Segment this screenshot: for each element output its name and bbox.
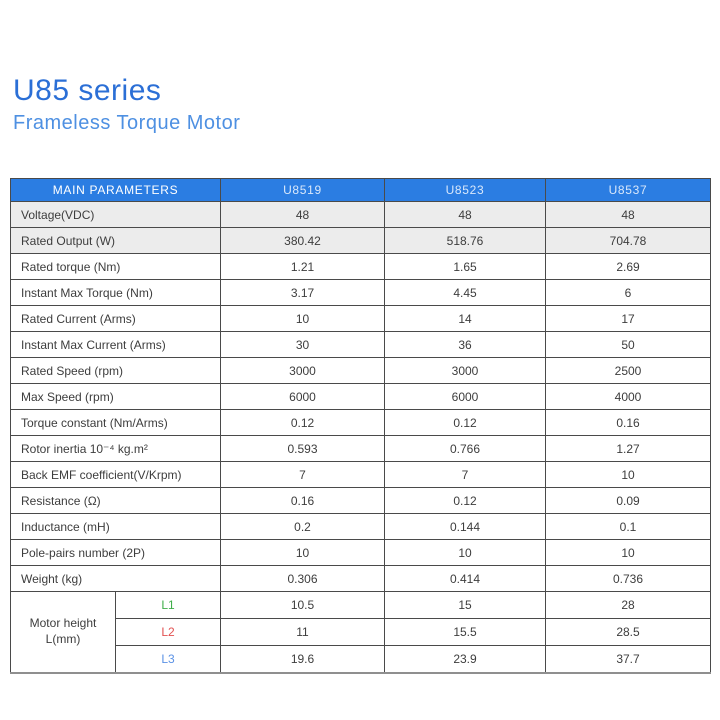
value-cell: 3000 [385, 358, 546, 384]
value-cell: 6 [546, 280, 711, 306]
row-label: Max Speed (rpm) [11, 384, 221, 410]
table-row [11, 332, 711, 358]
value-cell: 1.65 [385, 254, 546, 280]
motor-height-row [11, 592, 711, 619]
table-row [11, 228, 711, 254]
model-header: U8519 [221, 179, 385, 202]
table-row [11, 358, 711, 384]
row-label: Instant Max Current (Arms) [11, 332, 221, 358]
model-header: U8537 [546, 179, 711, 202]
value-cell: 10 [546, 540, 711, 566]
value-cell: 14 [385, 306, 546, 332]
table-header-row [11, 179, 711, 202]
value-cell: 2.69 [546, 254, 711, 280]
row-label: Torque constant (Nm/Arms) [11, 410, 221, 436]
value-cell: 6000 [385, 384, 546, 410]
length-key-cell: L2 [116, 619, 221, 646]
value-cell: 0.766 [385, 436, 546, 462]
value-cell: 10 [385, 540, 546, 566]
parameters-table [10, 178, 711, 674]
value-cell: 37.7 [546, 646, 711, 674]
motor-height-label-line1: Motor height [29, 616, 97, 631]
row-label: Rated Current (Arms) [11, 306, 221, 332]
motor-height-row [11, 619, 711, 646]
value-cell: 28 [546, 592, 711, 619]
value-cell: 15 [385, 592, 546, 619]
value-cell: 0.16 [221, 488, 385, 514]
value-cell: 0.593 [221, 436, 385, 462]
page-subtitle: Frameless Torque Motor [13, 112, 241, 134]
value-cell: 10 [546, 462, 711, 488]
value-cell: 36 [385, 332, 546, 358]
value-cell: 380.42 [221, 228, 385, 254]
row-label: Inductance (mH) [11, 514, 221, 540]
value-cell: 17 [546, 306, 711, 332]
table-row [11, 384, 711, 410]
main-parameters-header: MAIN PARAMETERS [11, 179, 221, 202]
value-cell: 10 [221, 306, 385, 332]
value-cell: 7 [221, 462, 385, 488]
table-row [11, 462, 711, 488]
value-cell: 6000 [221, 384, 385, 410]
value-cell: 48 [546, 202, 711, 228]
value-cell: 0.1 [546, 514, 711, 540]
row-label: Rated torque (Nm) [11, 254, 221, 280]
value-cell: 50 [546, 332, 711, 358]
motor-height-row [11, 646, 711, 674]
value-cell: 10 [221, 540, 385, 566]
row-label: Weight (kg) [11, 566, 221, 592]
table-row [11, 514, 711, 540]
value-cell: 1.21 [221, 254, 385, 280]
table-row [11, 436, 711, 462]
value-cell: 0.306 [221, 566, 385, 592]
model-header: U8523 [385, 179, 546, 202]
value-cell: 0.144 [385, 514, 546, 540]
row-label: Rated Speed (rpm) [11, 358, 221, 384]
table-row [11, 566, 711, 592]
value-cell: 23.9 [385, 646, 546, 674]
value-cell: 0.736 [546, 566, 711, 592]
motor-height-label-line2: L(mm) [45, 632, 81, 646]
value-cell: 28.5 [546, 619, 711, 646]
value-cell: 4000 [546, 384, 711, 410]
table-row [11, 306, 711, 332]
value-cell: 1.27 [546, 436, 711, 462]
value-cell: 48 [221, 202, 385, 228]
row-label: Voltage(VDC) [11, 202, 221, 228]
motor-height-label [11, 592, 116, 674]
value-cell: 30 [221, 332, 385, 358]
value-cell: 19.6 [221, 646, 385, 674]
value-cell: 0.2 [221, 514, 385, 540]
value-cell: 704.78 [546, 228, 711, 254]
value-cell: 3000 [221, 358, 385, 384]
value-cell: 0.12 [385, 488, 546, 514]
value-cell: 0.414 [385, 566, 546, 592]
value-cell: 15.5 [385, 619, 546, 646]
table-row [11, 280, 711, 306]
value-cell: 3.17 [221, 280, 385, 306]
table-row [11, 540, 711, 566]
length-key-cell: L3 [116, 646, 221, 674]
page-title: U85 series [13, 74, 162, 107]
row-label: Back EMF coefficient(V/Krpm) [11, 462, 221, 488]
row-label: Rated Output (W) [11, 228, 221, 254]
value-cell: 10.5 [221, 592, 385, 619]
value-cell: 0.09 [546, 488, 711, 514]
value-cell: 518.76 [385, 228, 546, 254]
value-cell: 48 [385, 202, 546, 228]
row-label: Instant Max Torque (Nm) [11, 280, 221, 306]
value-cell: 0.12 [221, 410, 385, 436]
table-row [11, 254, 711, 280]
row-label: Pole-pairs number (2P) [11, 540, 221, 566]
value-cell: 2500 [546, 358, 711, 384]
value-cell: 4.45 [385, 280, 546, 306]
table-row [11, 410, 711, 436]
value-cell: 0.16 [546, 410, 711, 436]
row-label: Rotor inertia 10⁻⁴ kg.m² [11, 436, 221, 462]
table-row [11, 202, 711, 228]
length-key-cell: L1 [116, 592, 221, 619]
row-label: Resistance (Ω) [11, 488, 221, 514]
table-row [11, 488, 711, 514]
value-cell: 0.12 [385, 410, 546, 436]
value-cell: 7 [385, 462, 546, 488]
value-cell: 11 [221, 619, 385, 646]
